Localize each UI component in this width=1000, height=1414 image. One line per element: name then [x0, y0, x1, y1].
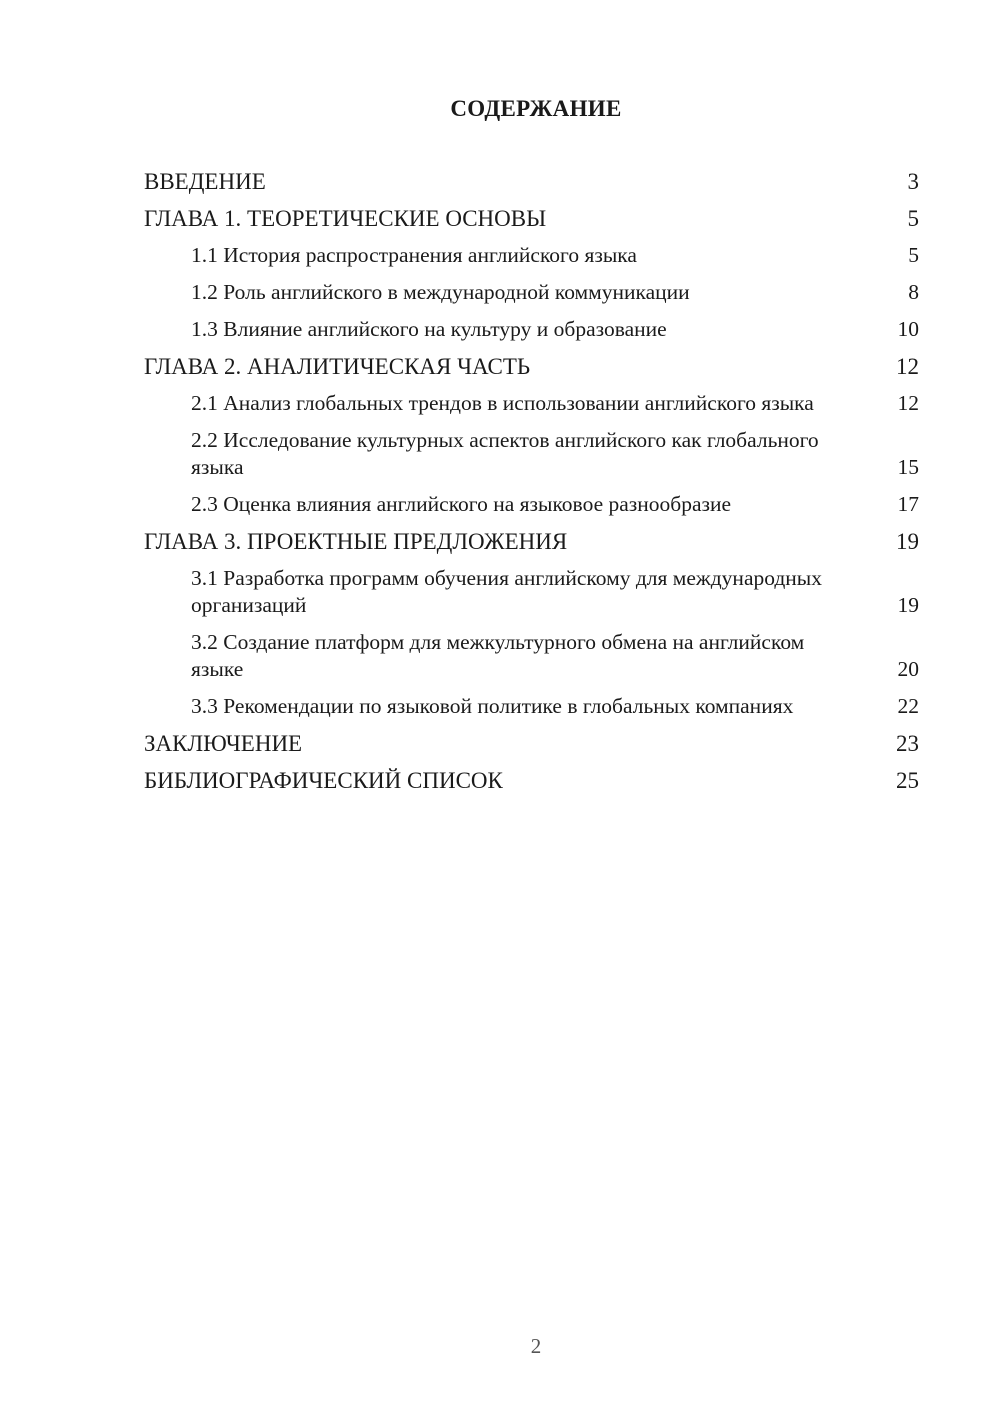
- toc-entry-page: 3: [907, 169, 919, 194]
- toc-entry-page: 15: [897, 455, 919, 479]
- toc-entry-title: 2.1 Анализ глобальных трендов в использовании английского языка: [191, 391, 814, 415]
- toc-entry[interactable]: [144, 767, 919, 794]
- toc-entry-page: 5: [907, 206, 919, 231]
- toc-entry[interactable]: [144, 168, 919, 195]
- toc-entry-page: 22: [897, 694, 919, 718]
- toc-entry[interactable]: [144, 353, 919, 380]
- toc-entry[interactable]: [144, 528, 919, 555]
- toc-entry[interactable]: [144, 565, 919, 619]
- toc-entry-page: 12: [896, 354, 919, 379]
- toc-entry-title: 3.2 Создание платформ для межкультурного обмена на английском языке: [191, 630, 805, 681]
- toc-entry-page: 20: [897, 657, 919, 681]
- toc-entry-title: 1.2 Роль английского в международной коммуникации: [191, 280, 690, 304]
- toc-entry-title: ЗАКЛЮЧЕНИЕ: [144, 731, 303, 756]
- toc-entry-title: 2.2 Исследование культурных аспектов английского как глобального языка: [191, 428, 819, 479]
- toc-entry[interactable]: [144, 316, 919, 343]
- toc-entry[interactable]: [144, 390, 919, 417]
- toc-entry-title: 3.3 Рекомендации по языковой политике в глобальных компаниях: [191, 694, 794, 718]
- toc-entry[interactable]: [144, 242, 919, 269]
- toc-entry[interactable]: [144, 730, 919, 757]
- page-number: 2: [530, 1334, 542, 1358]
- toc-entry-page: 5: [908, 243, 919, 267]
- toc-entry-title: ВВЕДЕНИЕ: [144, 169, 266, 194]
- toc-entry-page: 8: [908, 280, 919, 304]
- toc-entry[interactable]: [144, 629, 919, 683]
- toc-entry-page: 19: [897, 593, 919, 617]
- toc-entry-title: ГЛАВА 1. ТЕОРЕТИЧЕСКИЕ ОСНОВЫ: [144, 206, 547, 231]
- toc-entry-title: ГЛАВА 3. ПРОЕКТНЫЕ ПРЕДЛОЖЕНИЯ: [144, 529, 568, 554]
- toc-heading: СОДЕРЖАНИЕ: [450, 96, 622, 121]
- toc-entry[interactable]: [144, 205, 919, 232]
- toc-entry-page: 25: [896, 768, 919, 793]
- toc-entry-title: 3.1 Разработка программ обучения английскому для международных организаций: [191, 566, 823, 617]
- toc-entry-title: БИБЛИОГРАФИЧЕСКИЙ СПИСОК: [144, 768, 503, 793]
- toc-entry-title: 1.3 Влияние английского на культуру и образование: [191, 317, 667, 341]
- toc-entry[interactable]: [144, 491, 919, 518]
- toc-entry-page: 17: [897, 492, 919, 516]
- toc-entry-title: ГЛАВА 2. АНАЛИТИЧЕСКАЯ ЧАСТЬ: [144, 354, 531, 379]
- toc-entry-title: 2.3 Оценка влияния английского на языковое разнообразие: [191, 492, 732, 516]
- toc-entry-page: 10: [897, 317, 919, 341]
- toc-entry-page: 23: [896, 731, 919, 756]
- toc-entry-title: 1.1 История распространения английского языка: [191, 243, 637, 267]
- toc-entry[interactable]: [144, 279, 919, 306]
- toc-entry[interactable]: [144, 427, 919, 481]
- table-of-contents: [144, 168, 919, 804]
- toc-entry-page: 12: [897, 391, 919, 415]
- toc-entry[interactable]: [144, 693, 919, 720]
- toc-entry-page: 19: [896, 529, 919, 554]
